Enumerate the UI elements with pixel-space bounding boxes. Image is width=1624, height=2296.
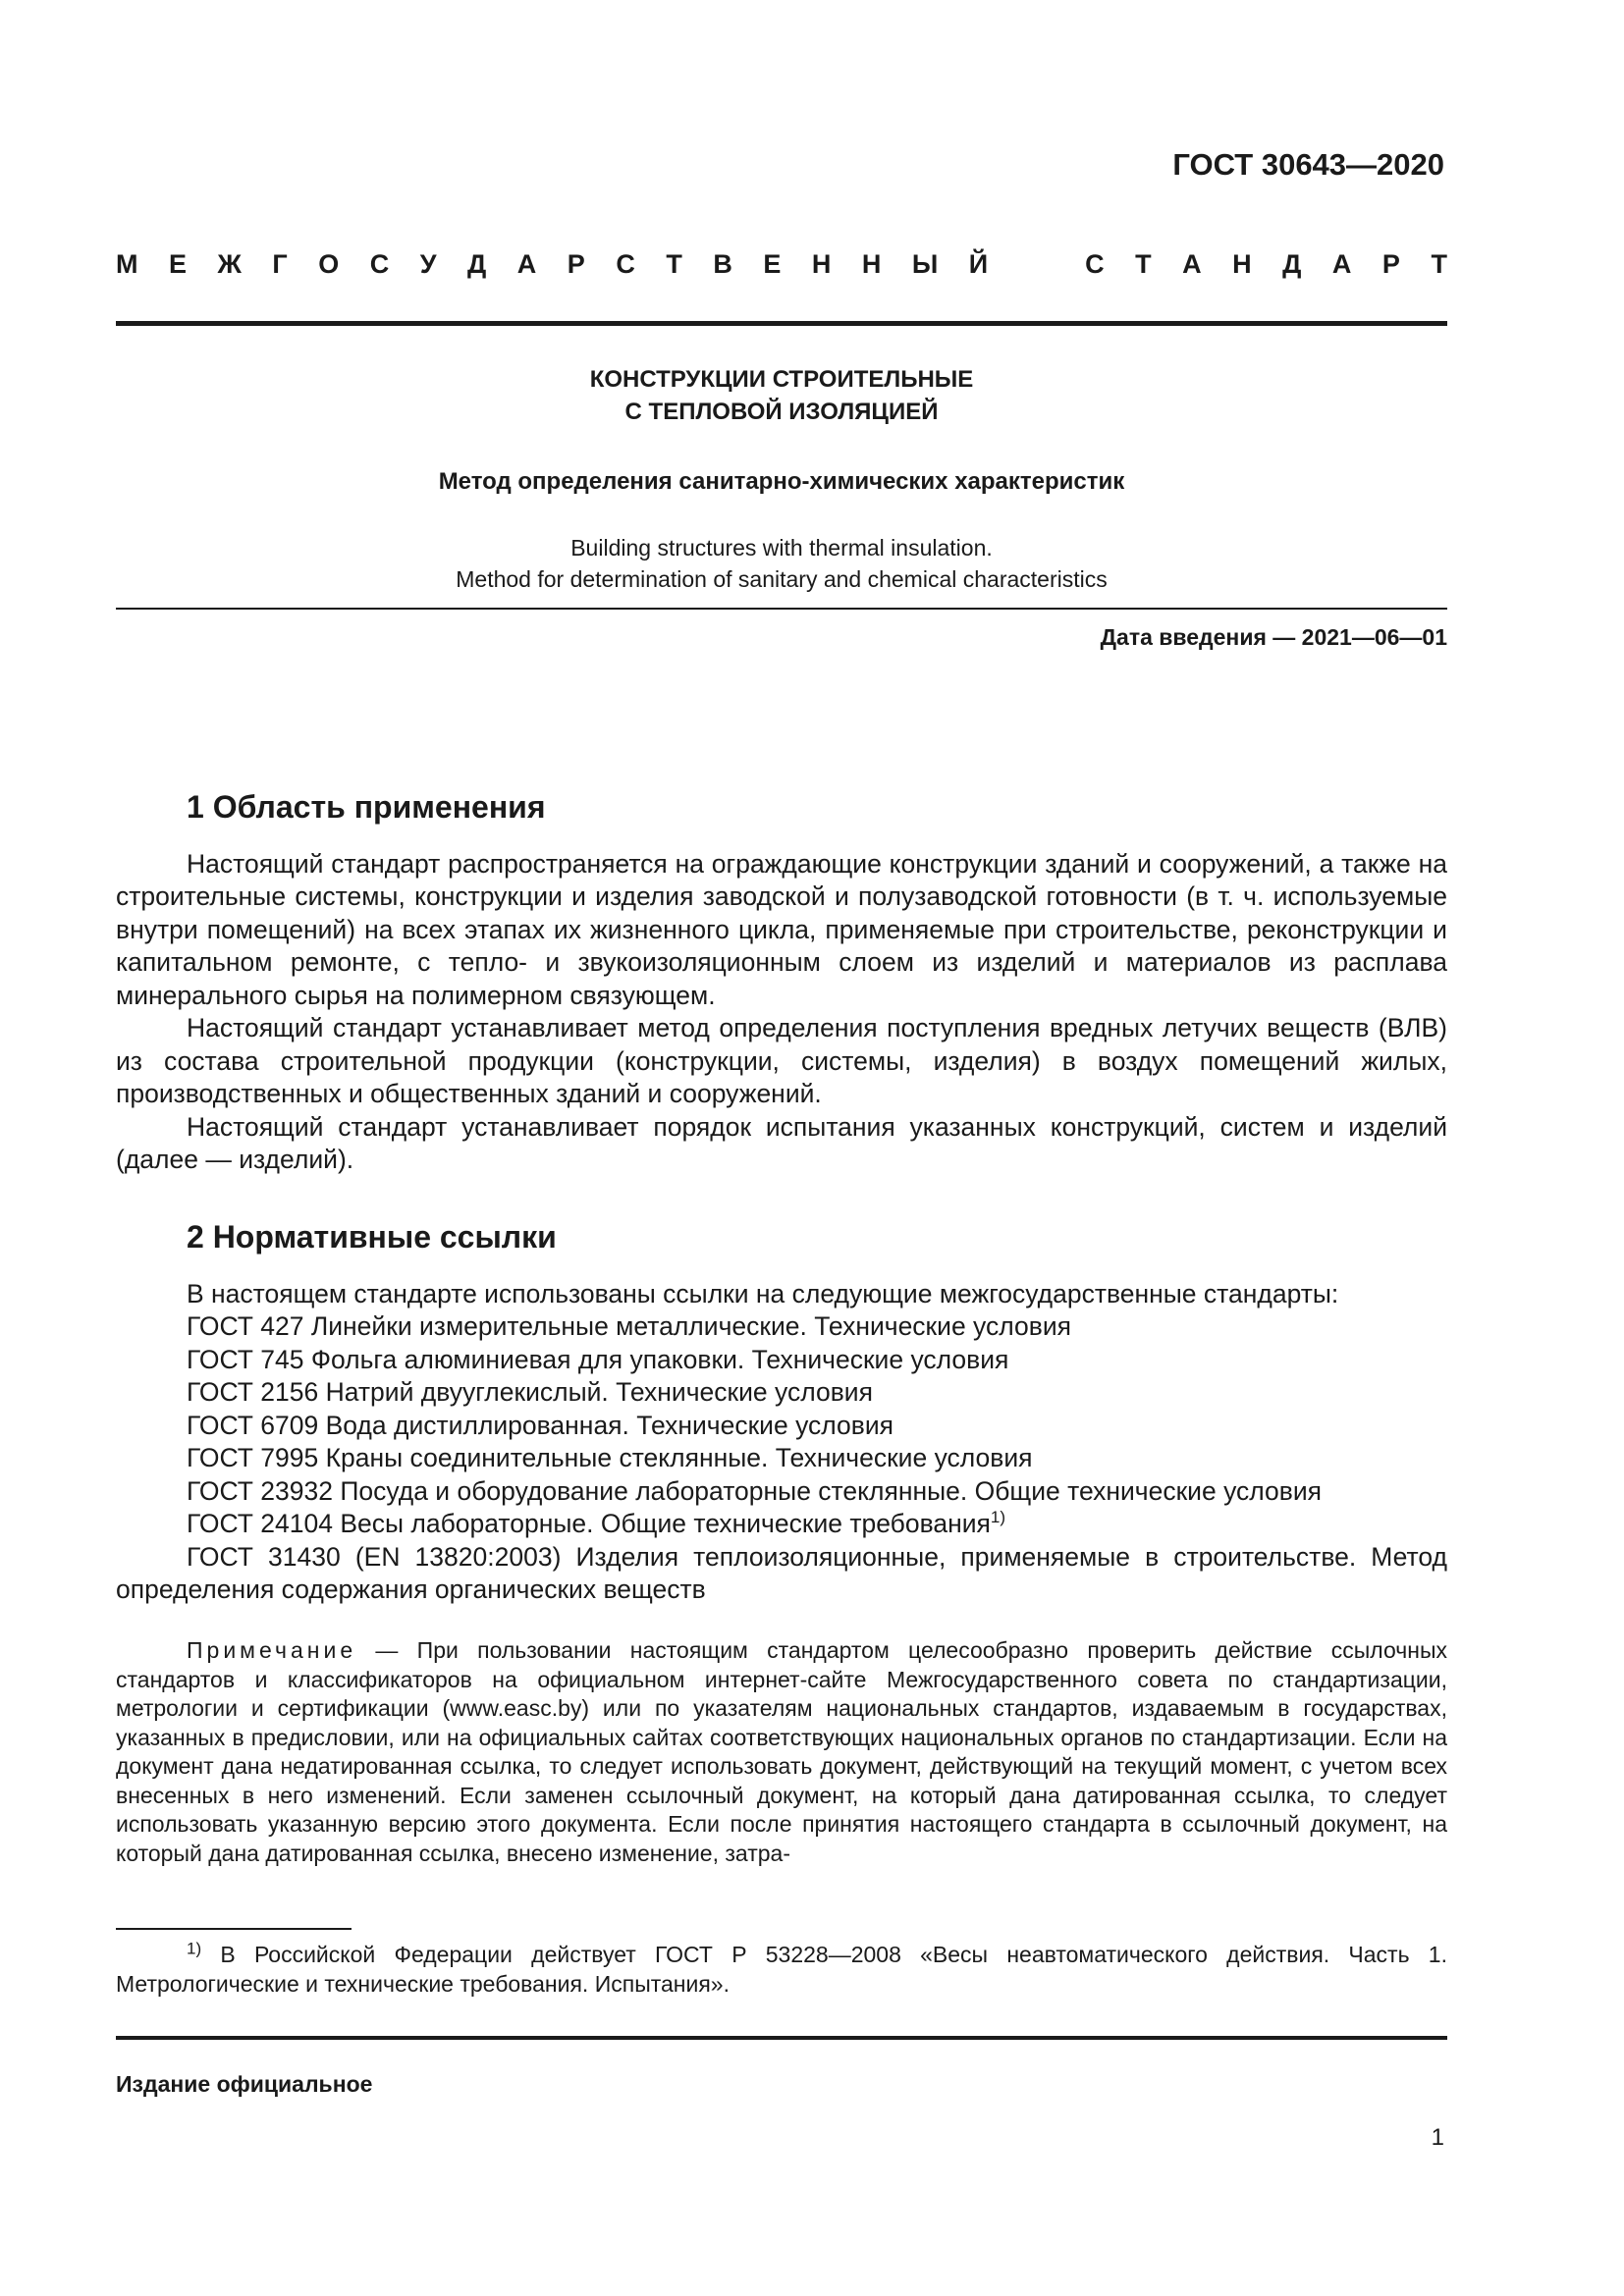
standard-type-letter: Т <box>1431 249 1447 279</box>
standard-type-letter: Е <box>763 249 782 279</box>
standard-type-letter: В <box>713 249 732 279</box>
standard-type-heading <box>116 249 1447 280</box>
section-1-paragraph: Настоящий стандарт устанавливает метод определения поступления вредных летучих веществ (ВЛВ) из состава строительной продукции (конструкции, системы, изделия) в воздух помещений жилых, производственных и общественных зданий и сооружений. <box>116 1013 1447 1108</box>
standard-type-letter: А <box>516 249 537 279</box>
page-number: 1 <box>1431 2124 1444 2151</box>
standard-type-letter: Р <box>1381 249 1400 279</box>
refs-intro: В настоящем стандарте использованы ссылки на следующие межгосударственные стандарты: <box>187 1278 1339 1308</box>
title-block <box>116 363 1447 595</box>
title-subtitle: Метод определения санитарно-химических характеристик <box>438 468 1125 495</box>
title-english <box>116 532 1447 595</box>
title-main <box>116 363 1447 428</box>
standard-type-letter: Т <box>1135 249 1152 279</box>
title-english-line1: Building structures with thermal insulation. <box>570 535 993 561</box>
ref-item: ГОСТ 7995 Краны соединительные стеклянные. Технические условия <box>187 1443 1033 1472</box>
header-rule <box>116 321 1447 326</box>
standard-type-letter: С <box>369 249 390 279</box>
standard-type-letter: Т <box>666 249 682 279</box>
note <box>116 1636 1447 1868</box>
title-rule <box>116 608 1447 610</box>
ref-item-text: ГОСТ 24104 Весы лабораторные. Общие технические требования <box>187 1509 991 1538</box>
intro-date: Дата введения — 2021—06—01 <box>1100 624 1447 650</box>
standard-type-letter: Ж <box>217 249 242 279</box>
standard-type-letter: С <box>616 249 635 279</box>
title-english-line2: Method for determination of sanitary and chemical characteristics <box>456 566 1108 592</box>
section-2-title: 2 Нормативные ссылки <box>187 1219 557 1255</box>
ref-item <box>116 1508 1447 1541</box>
footnote-text: В Российской Федерации действует ГОСТ Р 53228—2008 «Весы неавтоматического действия. Часть 1. Метрологические и технические требования. Испытания». <box>116 1942 1447 1997</box>
note-text: — При пользовании настоящим стандартом целесообразно проверить действие ссылочных стандартов и классификаторов на официальном интернет-сайте Межгосударственного совета по стандартизации, метрологии и сертификации (www.easc.by) или по указателям национальных стандартов, издаваемым в государствах, указанных в предисловии, или на официальных сайтах соответствующих национальных органов по стандартизации. Если на документ дана недатированная ссылка, то следует использовать документ, действующий на текущий момент, с учетом всех внесенных в него изменений. Если заменен ссылочный документ, на который дана датированная ссылка, то следует использовать указанную версию этого документа. Если после принятия настоящего стандарта в ссылочный документ, на который дана датированная ссылка, внесено изменение, затра- <box>116 1637 1447 1866</box>
standard-type-letter: Г <box>272 249 288 279</box>
ref-item: ГОСТ 427 Линейки измерительные металлические. Технические условия <box>187 1311 1071 1341</box>
standard-type-letter: А <box>1182 249 1202 279</box>
ref-item: ГОСТ 745 Фольга алюминиевая для упаковки. Технические условия <box>187 1344 1009 1374</box>
section-1-paragraph: Настоящий стандарт устанавливает порядок испытания указанных конструкций, систем и изделий (далее — изделий). <box>116 1111 1447 1174</box>
edition-label: Издание официальное <box>116 2071 373 2097</box>
footnote-mark: 1) <box>990 1508 1006 1527</box>
standard-type-letter: О <box>318 249 340 279</box>
standard-type-letter: А <box>1331 249 1352 279</box>
standard-type-letter: Н <box>1232 249 1252 279</box>
title-main-line1: КОНСТРУКЦИИ СТРОИТЕЛЬНЫЕ <box>589 366 974 393</box>
section-normative-refs <box>116 1221 1447 1607</box>
standard-type-letter: Н <box>811 249 832 279</box>
standard-type-letter: Й <box>968 249 989 279</box>
standard-type-letter: Ы <box>911 249 939 279</box>
title-main-line2: С ТЕПЛОВОЙ ИЗОЛЯЦИЕЙ <box>624 399 939 425</box>
section-1-title: 1 Область применения <box>187 789 546 825</box>
doc-number: ГОСТ 30643—2020 <box>1172 147 1444 182</box>
standard-type-letter: М <box>116 249 138 279</box>
ref-item: ГОСТ 31430 (EN 13820:2003) Изделия теплоизоляционные, применяемые в строительстве. Метод определения содержания органических веществ <box>116 1541 1447 1604</box>
section-1-paragraph: Настоящий стандарт распространяется на ограждающие конструкции зданий и сооружений, а также на строительные системы, конструкции и изделия заводской и полузаводской готовности (в т. ч. используемые внутри помещений) на всех этапах их жизненного цикла, применяемые при строительстве, реконструкции и капитальном ремонте, с тепло- и звукоизоляционным слоем из изделий и материалов из расплава минерального сырья на полимерном связующем. <box>116 848 1447 1010</box>
ref-item: ГОСТ 6709 Вода дистиллированная. Технические условия <box>187 1410 894 1440</box>
footer-rule <box>116 2036 1447 2040</box>
section-scope <box>116 791 1447 1177</box>
standard-type-letter: Е <box>169 249 188 279</box>
footnote <box>116 1940 1447 1999</box>
ref-item: ГОСТ 2156 Натрий двууглекислый. Технические условия <box>187 1377 873 1407</box>
standard-type-letter: Д <box>1282 249 1302 279</box>
standard-type-letter: Р <box>567 249 585 279</box>
standard-type-letter: У <box>419 249 437 279</box>
standard-type-letter: Н <box>861 249 882 279</box>
footnote-rule <box>116 1928 352 1930</box>
word-gap <box>1019 249 1055 280</box>
footnote-mark: 1) <box>187 1939 202 1958</box>
standard-type-letter: Д <box>467 249 487 279</box>
note-label: Примечание <box>187 1637 357 1663</box>
ref-item: ГОСТ 23932 Посуда и оборудование лабораторные стеклянные. Общие технические условия <box>187 1475 1323 1506</box>
standard-type-letter: С <box>1085 249 1105 279</box>
